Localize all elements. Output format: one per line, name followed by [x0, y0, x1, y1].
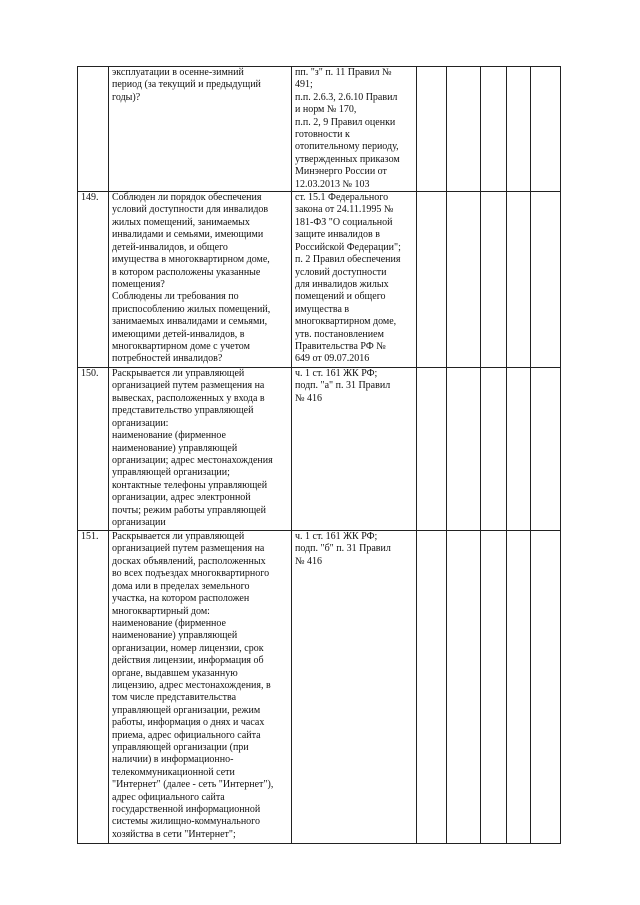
answer-no-cell — [447, 192, 481, 368]
answer-no-cell — [447, 67, 481, 192]
answer-na-cell — [481, 67, 507, 192]
legal-reference: ст. 15.1 Федерального закона от 24.11.1995 № 181-ФЗ "О социальной защите инвалидов в Российской Федерации"; п. 2 Правил обеспечения условий доступности для инвалидов жилых помещений и общего имущества в многоквартирном доме, утв. постановлением Правительства РФ № 649 от 09.07.2016 — [292, 192, 417, 368]
table-row — [78, 67, 561, 192]
notes-cell — [531, 368, 561, 531]
legal-reference: ч. 1 ст. 161 ЖК РФ; подп. "б" п. 31 Правил № 416 — [292, 531, 417, 844]
row-number: 149. — [78, 192, 109, 368]
row-number — [78, 67, 109, 192]
legal-reference: ч. 1 ст. 161 ЖК РФ; подп. "а" п. 31 Правил № 416 — [292, 368, 417, 531]
answer-no-cell — [447, 531, 481, 844]
question-text: Раскрывается ли управляющей организацией путем размещения на досках объявлений, расположенных во всех подъездах многоквартирного дома или в пределах земельного участка, на котором расположен многоквартирный дом: наименование (фирменное наименование) управляющей организации, номер лицензии, срок действия лицензии, информация об органе, выдавшем указанную лицензию, адрес местонахождения, в том числе представительства управляющей организации, режим работы, информация о днях и часах приема, адрес официального сайта управляющей организации (при наличии) в информационно- телекоммуникационной сети "Интернет" (далее - сеть "Интернет"), адрес официального сайта государственной информационной системы жилищно-коммунального хозяйства в сети "Интернет"; — [109, 531, 292, 844]
answer-yes-cell — [417, 192, 447, 368]
question-text: эксплуатации в осенне-зимний период (за текущий и предыдущий годы)? — [109, 67, 292, 192]
answer-not-required-cell — [507, 192, 531, 368]
table-row — [78, 192, 561, 368]
row-number: 150. — [78, 368, 109, 531]
notes-cell — [531, 531, 561, 844]
answer-not-required-cell — [507, 531, 531, 844]
question-text: Раскрывается ли управляющей организацией путем размещения на вывесках, расположенных у входа в представительство управляющей организации: наименование (фирменное наименование) управляющей организации; адрес местонахождения управляющей организации; контактные телефоны управляющей организации, адрес электронной почты; режим работы управляющей организации — [109, 368, 292, 531]
notes-cell — [531, 67, 561, 192]
answer-not-required-cell — [507, 67, 531, 192]
question-text: Соблюден ли порядок обеспечения условий доступности для инвалидов жилых помещений, занимаемых инвалидами и семьями, имеющими детей-инвалидов, и общего имущества в многоквартирном доме, в котором расположены указанные помещения? Соблюдены ли требования по приспособлению жилых помещений, занимаемых инвалидами и семьями, имеющими детей-инвалидов, в многоквартирном доме с учетом потребностей инвалидов? — [109, 192, 292, 368]
answer-na-cell — [481, 368, 507, 531]
answer-yes-cell — [417, 531, 447, 844]
answer-yes-cell — [417, 67, 447, 192]
checklist-table — [77, 66, 561, 844]
answer-no-cell — [447, 368, 481, 531]
legal-reference: пп. "з" п. 11 Правил № 491; п.п. 2.6.3, 2.6.10 Правил и норм № 170, п.п. 2, 9 Правил оценки готовности к отопительному периоду, утвержденных приказом Минэнерго России от 12.03.2013 № 103 — [292, 67, 417, 192]
answer-yes-cell — [417, 368, 447, 531]
table-row — [78, 531, 561, 844]
table-row — [78, 368, 561, 531]
answer-not-required-cell — [507, 368, 531, 531]
row-number: 151. — [78, 531, 109, 844]
answer-na-cell — [481, 531, 507, 844]
answer-na-cell — [481, 192, 507, 368]
notes-cell — [531, 192, 561, 368]
